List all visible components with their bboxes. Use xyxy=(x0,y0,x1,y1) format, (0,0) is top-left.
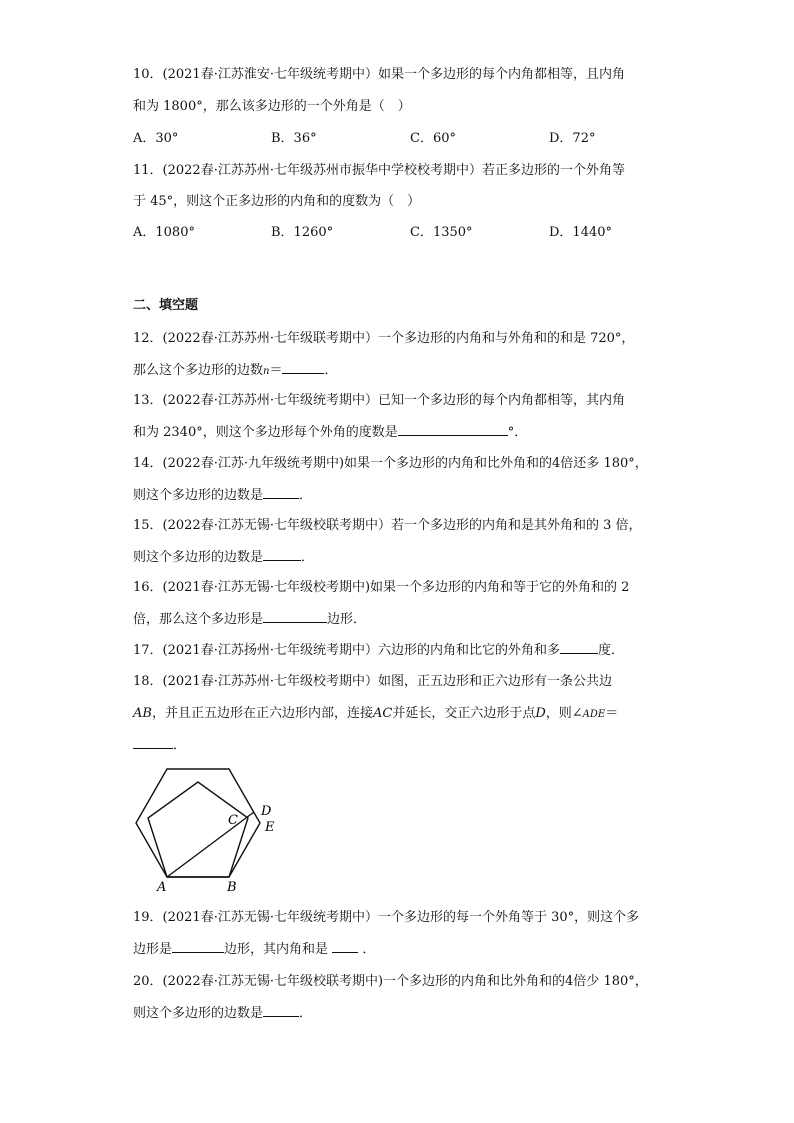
q10-line1: 10．(2021春·江苏淮安·七年级统考期中）如果一个多边形的每个内角都相等，且内角 xyxy=(133,67,625,82)
q13-end: °． xyxy=(507,425,528,440)
q12-var-n: n xyxy=(263,366,270,377)
q18-var-ade: ADE xyxy=(582,709,606,720)
q19-text1: 边形是 xyxy=(133,942,173,957)
q19-answer-blank-1[interactable] xyxy=(172,940,224,953)
q17-answer-blank[interactable] xyxy=(560,641,598,654)
q19-line2 xyxy=(133,940,375,959)
q14-text: 则这个多边形的边数是 xyxy=(133,488,264,503)
q13-text: 和为 2340°，则这个多边形每个外角的度数是 xyxy=(133,425,398,440)
q11-option-d: D．1440° xyxy=(549,225,613,240)
q18-answer-blank[interactable] xyxy=(133,736,173,749)
q19-end: ． xyxy=(362,942,376,957)
label-b: B xyxy=(227,880,237,895)
q20-line2 xyxy=(133,1004,312,1023)
q17-text: 17．(2021春·江苏扬州·七年级统考期中）六边形的内角和比它的外角和多 xyxy=(133,643,560,658)
q19-text2: 边形，其内角和是 xyxy=(224,942,329,957)
q11-line2: 于 45°，则这个正多边形的内角和的度数为（ ） xyxy=(133,194,421,209)
q18-line3 xyxy=(133,736,186,755)
q18-text1: ，并且正五边形在正六边形内部，连接 xyxy=(151,706,373,721)
q10-option-a: A．30° xyxy=(133,131,179,146)
q19-line1: 19．(2021春·江苏无锡·七年级统考期中）一个多边形的每一个外角等于 30°，则这个多 xyxy=(133,910,640,925)
q15-text: 则这个多边形的边数是 xyxy=(133,550,264,565)
q14-line2 xyxy=(133,486,312,505)
q18-eq: ＝ xyxy=(605,706,619,721)
q12-answer-blank[interactable] xyxy=(282,361,324,374)
q18-end: ． xyxy=(173,738,187,753)
label-d: D xyxy=(261,804,272,819)
q12-line1: 12．(2022春·江苏苏州·七年级联考期中）一个多边形的内角和与外角和的和是 720°， xyxy=(133,331,635,346)
q11-line1: 11．(2022春·江苏苏州·七年级苏州市振华中学校校考期中）若正多边形的一个外角等 xyxy=(133,163,625,178)
q16-answer-blank[interactable] xyxy=(263,610,327,623)
q14-end: ． xyxy=(299,488,313,503)
q12-text: 那么这个多边形的边数 xyxy=(133,363,264,378)
q12-end: ． xyxy=(324,363,338,378)
label-a: A xyxy=(157,880,167,895)
q14-answer-blank[interactable] xyxy=(263,486,299,499)
regular-hexagon xyxy=(136,769,260,877)
q13-line2 xyxy=(133,423,527,442)
section-title: 二、填空题 xyxy=(133,298,199,313)
q16-line1: 16．(2021春·江苏无锡·七年级校考期中)如果一个多边形的内角和等于它的外角和的 2 xyxy=(133,580,630,595)
q17-end: 度． xyxy=(597,643,624,658)
label-c: C xyxy=(228,813,238,828)
q18-text2: 并延长，交正六边形于点 xyxy=(392,706,536,721)
q18-var-d: D xyxy=(535,706,546,721)
q18-var-ab: AB xyxy=(133,706,152,721)
q19-answer-blank-2[interactable] xyxy=(332,940,358,953)
q18-figure xyxy=(130,760,290,895)
q13-answer-blank[interactable] xyxy=(398,423,508,436)
q20-end: ． xyxy=(299,1006,313,1021)
q10-option-b: B．36° xyxy=(271,131,317,146)
q16-end: 边形． xyxy=(327,612,367,627)
q18-text3: ，则∠ xyxy=(545,706,583,721)
q18-line1: 18．(2021春·江苏苏州·七年级校考期中）如图，正五边形和正六边形有一条公共边 xyxy=(133,674,612,689)
q15-end: ． xyxy=(301,550,315,565)
q10-line2: 和为 1800°，那么该多边形的一个外角是（ ） xyxy=(133,99,411,114)
q15-answer-blank[interactable] xyxy=(263,548,301,561)
q12-line2 xyxy=(133,361,338,381)
q14-line1: 14．(2022春·江苏·九年级统考期中)如果一个多边形的内角和比外角和的4倍还多 180°， xyxy=(133,456,648,471)
q17-line1 xyxy=(133,641,624,660)
q16-line2 xyxy=(133,610,366,629)
line-ad xyxy=(167,812,254,877)
q10-option-d: D．72° xyxy=(549,131,596,146)
q13-line1: 13．(2022春·江苏苏州·七年级统考期中）已知一个多边形的每个内角都相等，其内角 xyxy=(133,393,625,408)
q10-option-c: C．60° xyxy=(410,131,456,146)
q15-line2 xyxy=(133,548,314,567)
q16-text: 倍，那么这个多边形是 xyxy=(133,612,264,627)
q20-answer-blank[interactable] xyxy=(263,1004,299,1017)
q11-option-a: A．1080° xyxy=(133,225,195,240)
label-e: E xyxy=(265,820,275,835)
q18-line2 xyxy=(133,705,618,724)
q15-line1: 15．(2022春·江苏无锡·七年级校联考期中）若一个多边形的内角和是其外角和的 3 倍， xyxy=(133,518,642,533)
regular-pentagon xyxy=(148,782,248,877)
q12-eq: ＝ xyxy=(269,363,283,378)
q11-option-b: B．1260° xyxy=(271,225,334,240)
q20-text: 则这个多边形的边数是 xyxy=(133,1006,264,1021)
q11-option-c: C．1350° xyxy=(410,225,473,240)
q18-var-ac: AC xyxy=(372,706,393,721)
q20-line1: 20．(2022春·江苏无锡·七年级校联考期中)一个多边形的内角和比外角和的4倍少 180°， xyxy=(133,974,648,989)
